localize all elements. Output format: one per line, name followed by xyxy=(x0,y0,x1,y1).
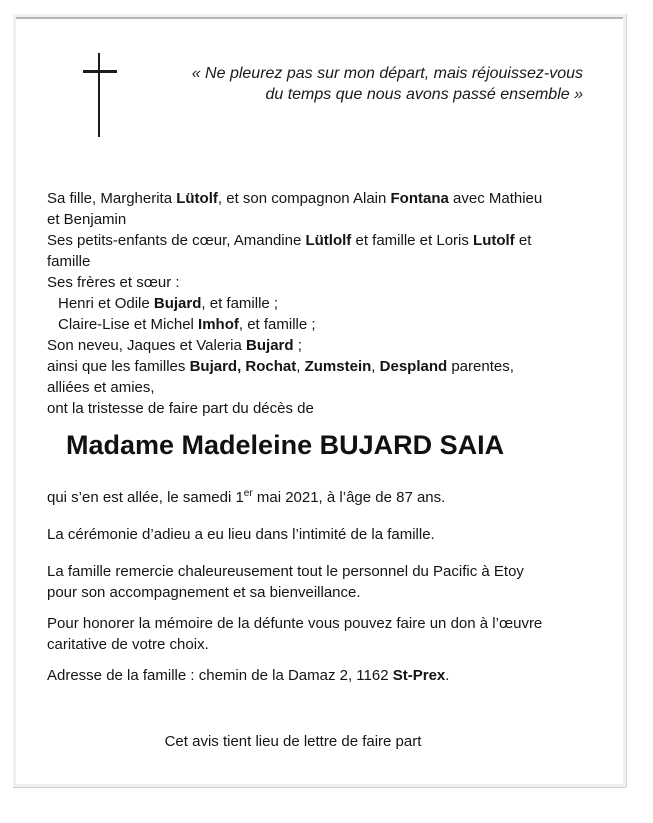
text-segment: Lutolf xyxy=(473,232,515,249)
text-segment: Bujard xyxy=(153,295,202,312)
text-segment: et famille et Loris xyxy=(351,232,474,249)
text-segment: , et son compagnon Alain xyxy=(217,190,391,207)
cross-vertical-bar xyxy=(98,53,100,137)
latin-cross-icon xyxy=(83,53,117,137)
text-segment: Bujard xyxy=(246,337,294,354)
text-line xyxy=(47,398,623,419)
text-segment: parentes, xyxy=(447,358,514,375)
text-segment: St-Prex xyxy=(392,667,446,684)
text-segment: La famille remercie chaleureusement tout le personnel du Pacific à Etoy xyxy=(47,563,524,580)
text-line xyxy=(47,487,623,508)
quote-line-2: du temps que nous avons passé ensemble » xyxy=(265,86,583,103)
text-line xyxy=(47,561,623,582)
text-segment: mai 2021, à l’âge de 87 ans. xyxy=(252,489,446,506)
text-segment: ainsi que les familles xyxy=(47,358,190,375)
text-line xyxy=(47,335,623,356)
text-line xyxy=(47,524,623,545)
paragraph xyxy=(47,665,623,686)
text-segment: alliées et amies, xyxy=(47,379,155,396)
paragraph xyxy=(47,487,623,508)
text-line xyxy=(47,582,623,603)
text-line xyxy=(47,665,623,686)
text-segment: Fontana xyxy=(390,190,449,207)
quote-line-1: « Ne pleurez pas sur mon départ, mais réjouissez-vous xyxy=(191,65,583,82)
text-segment: Imhof xyxy=(198,316,239,333)
deceased-name-heading: Madame Madeleine BUJARD SAIA xyxy=(66,430,505,460)
announcement-paragraphs xyxy=(47,487,623,686)
text-segment: Lütlolf xyxy=(305,232,352,249)
text-segment: Adresse de la famille : chemin de la Damaz 2, 1162 xyxy=(47,667,393,684)
memorial-quote xyxy=(192,63,583,105)
text-line xyxy=(47,188,623,209)
cross-horizontal-bar xyxy=(83,70,117,73)
text-segment: avec Mathieu xyxy=(448,190,543,207)
text-segment: Zumstein xyxy=(304,358,372,375)
text-segment: pour son accompagnement et sa bienveillance. xyxy=(47,584,361,601)
text-segment: , et famille ; xyxy=(201,295,279,312)
text-line xyxy=(47,634,623,655)
text-line xyxy=(47,209,623,230)
text-line xyxy=(47,272,623,293)
text-line xyxy=(47,377,623,398)
text-segment: Pour honorer la mémoire de la défunte vous pouvez faire un don à l’œuvre xyxy=(47,615,543,632)
text-segment: Ses frères et sœur : xyxy=(47,274,180,291)
text-segment: La cérémonie d’adieu a eu lieu dans l’intimité de la famille. xyxy=(47,526,435,543)
paragraph xyxy=(47,524,623,545)
text-segment: Claire-Lise et Michel xyxy=(58,316,199,333)
text-segment: Ses petits-enfants de cœur, Amandine xyxy=(47,232,306,249)
text-segment: Despland xyxy=(379,358,448,375)
text-segment: , xyxy=(296,358,305,375)
footer-note: Cet avis tient lieu de lettre de faire part xyxy=(164,733,422,750)
family-announcement-lines xyxy=(47,188,623,419)
text-segment: qui s’en est allée, le samedi 1 xyxy=(47,489,244,506)
text-segment: Lütolf xyxy=(176,190,218,207)
text-segment: et xyxy=(514,232,532,249)
text-segment: Henri et Odile xyxy=(58,295,154,312)
text-segment: Bujard, Rochat xyxy=(189,358,297,375)
obituary-card xyxy=(13,14,626,787)
text-segment: . xyxy=(445,667,450,684)
text-line xyxy=(47,356,623,377)
text-line xyxy=(47,314,623,335)
text-segment: ; xyxy=(293,337,302,354)
text-segment: caritative de votre choix. xyxy=(47,636,209,653)
text-line xyxy=(47,230,623,251)
text-segment: ont la tristesse de faire part du décès de xyxy=(47,400,314,417)
paragraph xyxy=(47,561,623,603)
text-segment: Sa fille, Margherita xyxy=(47,190,177,207)
text-line xyxy=(47,251,623,272)
text-segment: , et famille ; xyxy=(238,316,316,333)
text-line xyxy=(47,293,623,314)
text-segment: , xyxy=(371,358,380,375)
text-line xyxy=(47,613,623,634)
paragraph xyxy=(47,613,623,655)
text-segment: Son neveu, Jaques et Valeria xyxy=(47,337,247,354)
text-segment: et Benjamin xyxy=(47,211,127,228)
text-segment: famille xyxy=(47,253,91,270)
superscript-text: er xyxy=(243,488,253,499)
